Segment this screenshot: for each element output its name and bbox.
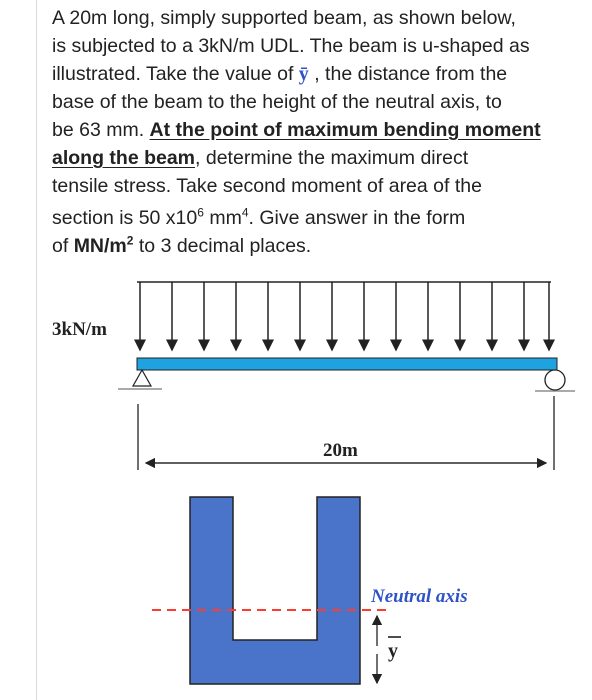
pin-support [118,370,162,389]
question-line: tensile stress. Take second moment of area of the [52,175,482,197]
ybar-symbol: ȳ [298,63,309,85]
emphasis-text: At the point of maximum bending moment [149,119,541,141]
question-line: be 63 mm. At the point of maximum bending moment [52,119,541,141]
roller-support [535,370,575,391]
span-label: 20m [323,440,358,461]
question-line: section is 50 $x10^6$ $mm^4$. Give answer in the form [52,205,466,229]
udl-arrows [140,282,549,350]
emphasis-text: along the beam [52,147,196,169]
ybar-label: y [388,640,398,662]
u-section [190,497,360,684]
question-line: along the beam, determine the maximum direct [52,147,469,169]
question-line: illustrated. Take the value of ȳ , the distance from the [52,63,508,85]
neutral-axis-label: Neutral axis [371,586,468,607]
question-line: is subjected to a 3kN/m UDL. The beam is u-shaped as [52,35,530,57]
beam [137,358,557,370]
load-label: 3kN/m [52,319,107,340]
question-line: A 20m long, simply supported beam, as shown below, [52,7,516,29]
unit-text: $MN/m^2$ [73,233,134,257]
question-line: of $MN/m^2$ to 3 decimal places. [52,233,312,257]
question-line: base of the beam to the height of the neutral axis, to [52,91,502,113]
